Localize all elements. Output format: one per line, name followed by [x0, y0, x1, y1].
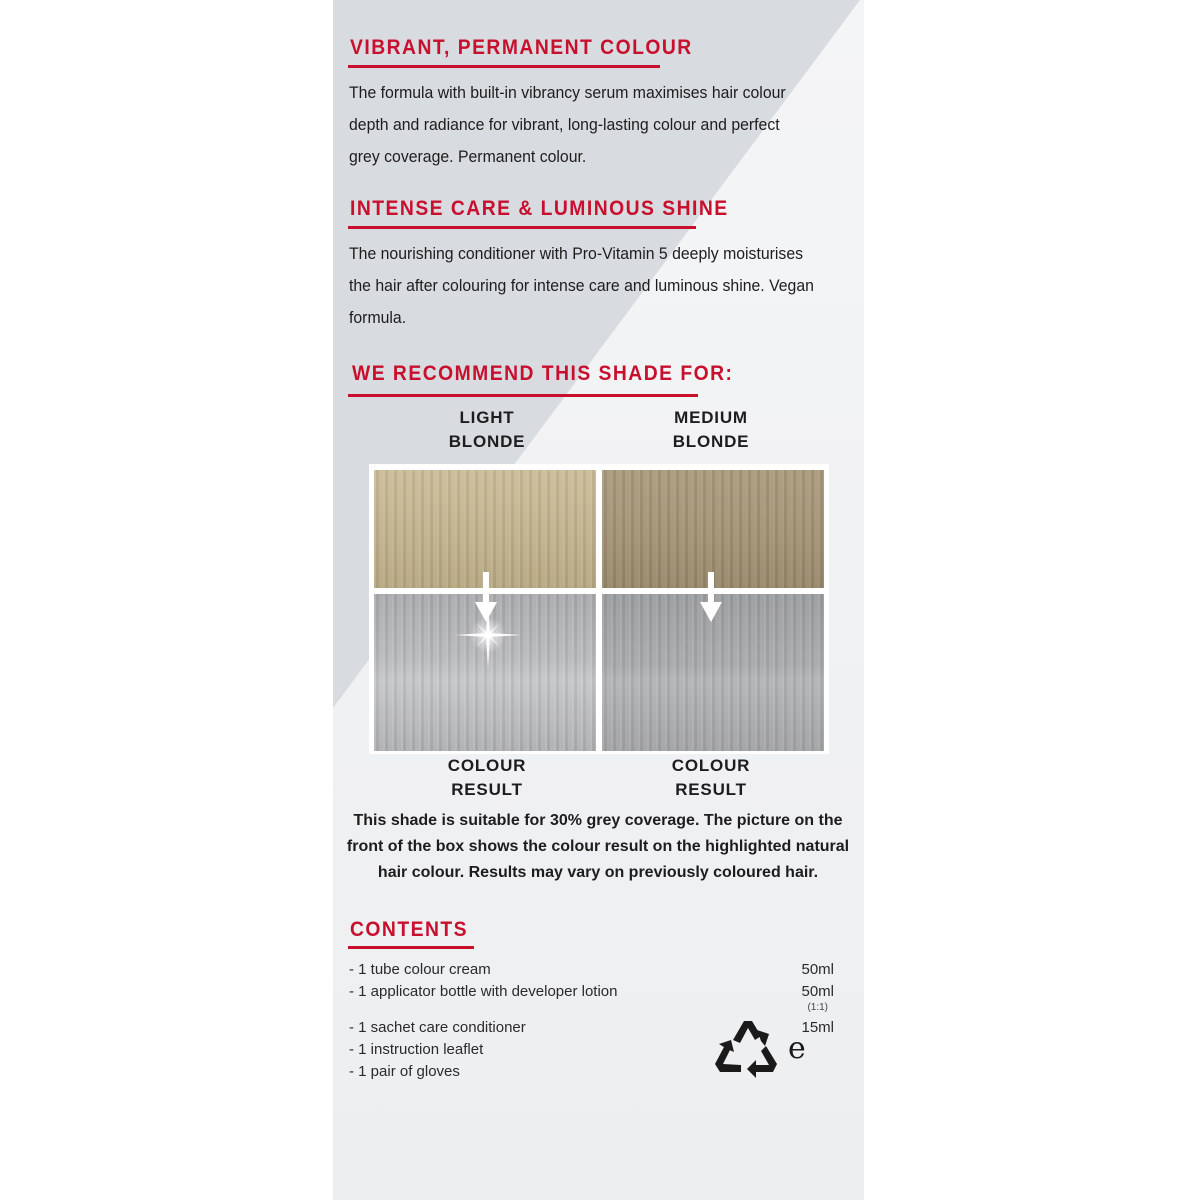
section-body-vibrant-colour: The formula with built-in vibrancy serum maximises hair colour depth and radiance for vibrant, long-lasting colour and perfect grey coverage. Permanent colour.: [349, 83, 786, 166]
estimated-sign-mark: e: [788, 1031, 806, 1066]
content-item-ratio: (1:1): [807, 1002, 829, 1013]
content-item-text: - 1 pair of gloves: [349, 1063, 460, 1080]
hair-type-label-light-blonde: LIGHT BLONDE: [448, 408, 526, 451]
product-info-panel: [333, 0, 864, 1200]
colour-result-label-medium: [601, 754, 821, 802]
list-item: [349, 959, 834, 981]
recycle-icon: [711, 1016, 781, 1082]
section-heading-vibrant-colour: VIBRANT, PERMANENT COLOUR: [350, 36, 693, 59]
colour-result-line: RESULT: [451, 780, 523, 799]
colour-result-label-light: [377, 754, 597, 802]
swatch-before-medium-blonde: [602, 470, 824, 588]
heading-underline: [348, 394, 698, 397]
arrow-down-icon: [699, 572, 723, 624]
content-item-text: - 1 sachet care conditioner: [349, 1019, 526, 1036]
content-item-text: - 1 instruction leaflet: [349, 1041, 484, 1058]
content-item-qty: 50ml: [801, 983, 834, 1000]
colour-result-line: COLOUR: [447, 756, 527, 775]
section-heading-contents: CONTENTS: [350, 918, 469, 941]
section-heading-recommend: WE RECOMMEND THIS SHADE FOR:: [352, 362, 734, 385]
heading-underline: [348, 946, 474, 949]
sparkle-icon: [453, 600, 523, 670]
heading-underline: [348, 226, 696, 229]
colour-result-line: COLOUR: [671, 756, 751, 775]
grey-coverage-note: This shade is suitable for 30% grey coverage. The picture on the front of the box shows the colour result on the highlighted natural hair colour. Results may vary on previously coloured hair.: [346, 812, 850, 881]
colour-result-line: RESULT: [675, 780, 747, 799]
content-item-qty: 50ml: [801, 961, 834, 978]
content-item-qty-group: [801, 981, 834, 1017]
content-item-text: - 1 tube colour cream: [349, 961, 491, 978]
panel-content: [333, 0, 864, 1200]
content-item-text: - 1 applicator bottle with developer lotion: [349, 983, 618, 1000]
swatch-before-light-blonde: [374, 470, 596, 588]
hair-type-label-medium-blonde: MEDIUM BLONDE: [672, 408, 750, 451]
section-body-intense-care: The nourishing conditioner with Pro-Vitamin 5 deeply moisturises the hair after colouring for intense care and luminous shine. Vegan formula.: [349, 244, 814, 327]
section-heading-intense-care: INTENSE CARE & LUMINOUS SHINE: [350, 197, 729, 220]
list-item: [349, 981, 834, 1017]
content-item-qty: 15ml: [801, 1019, 834, 1036]
heading-underline: [348, 65, 660, 68]
